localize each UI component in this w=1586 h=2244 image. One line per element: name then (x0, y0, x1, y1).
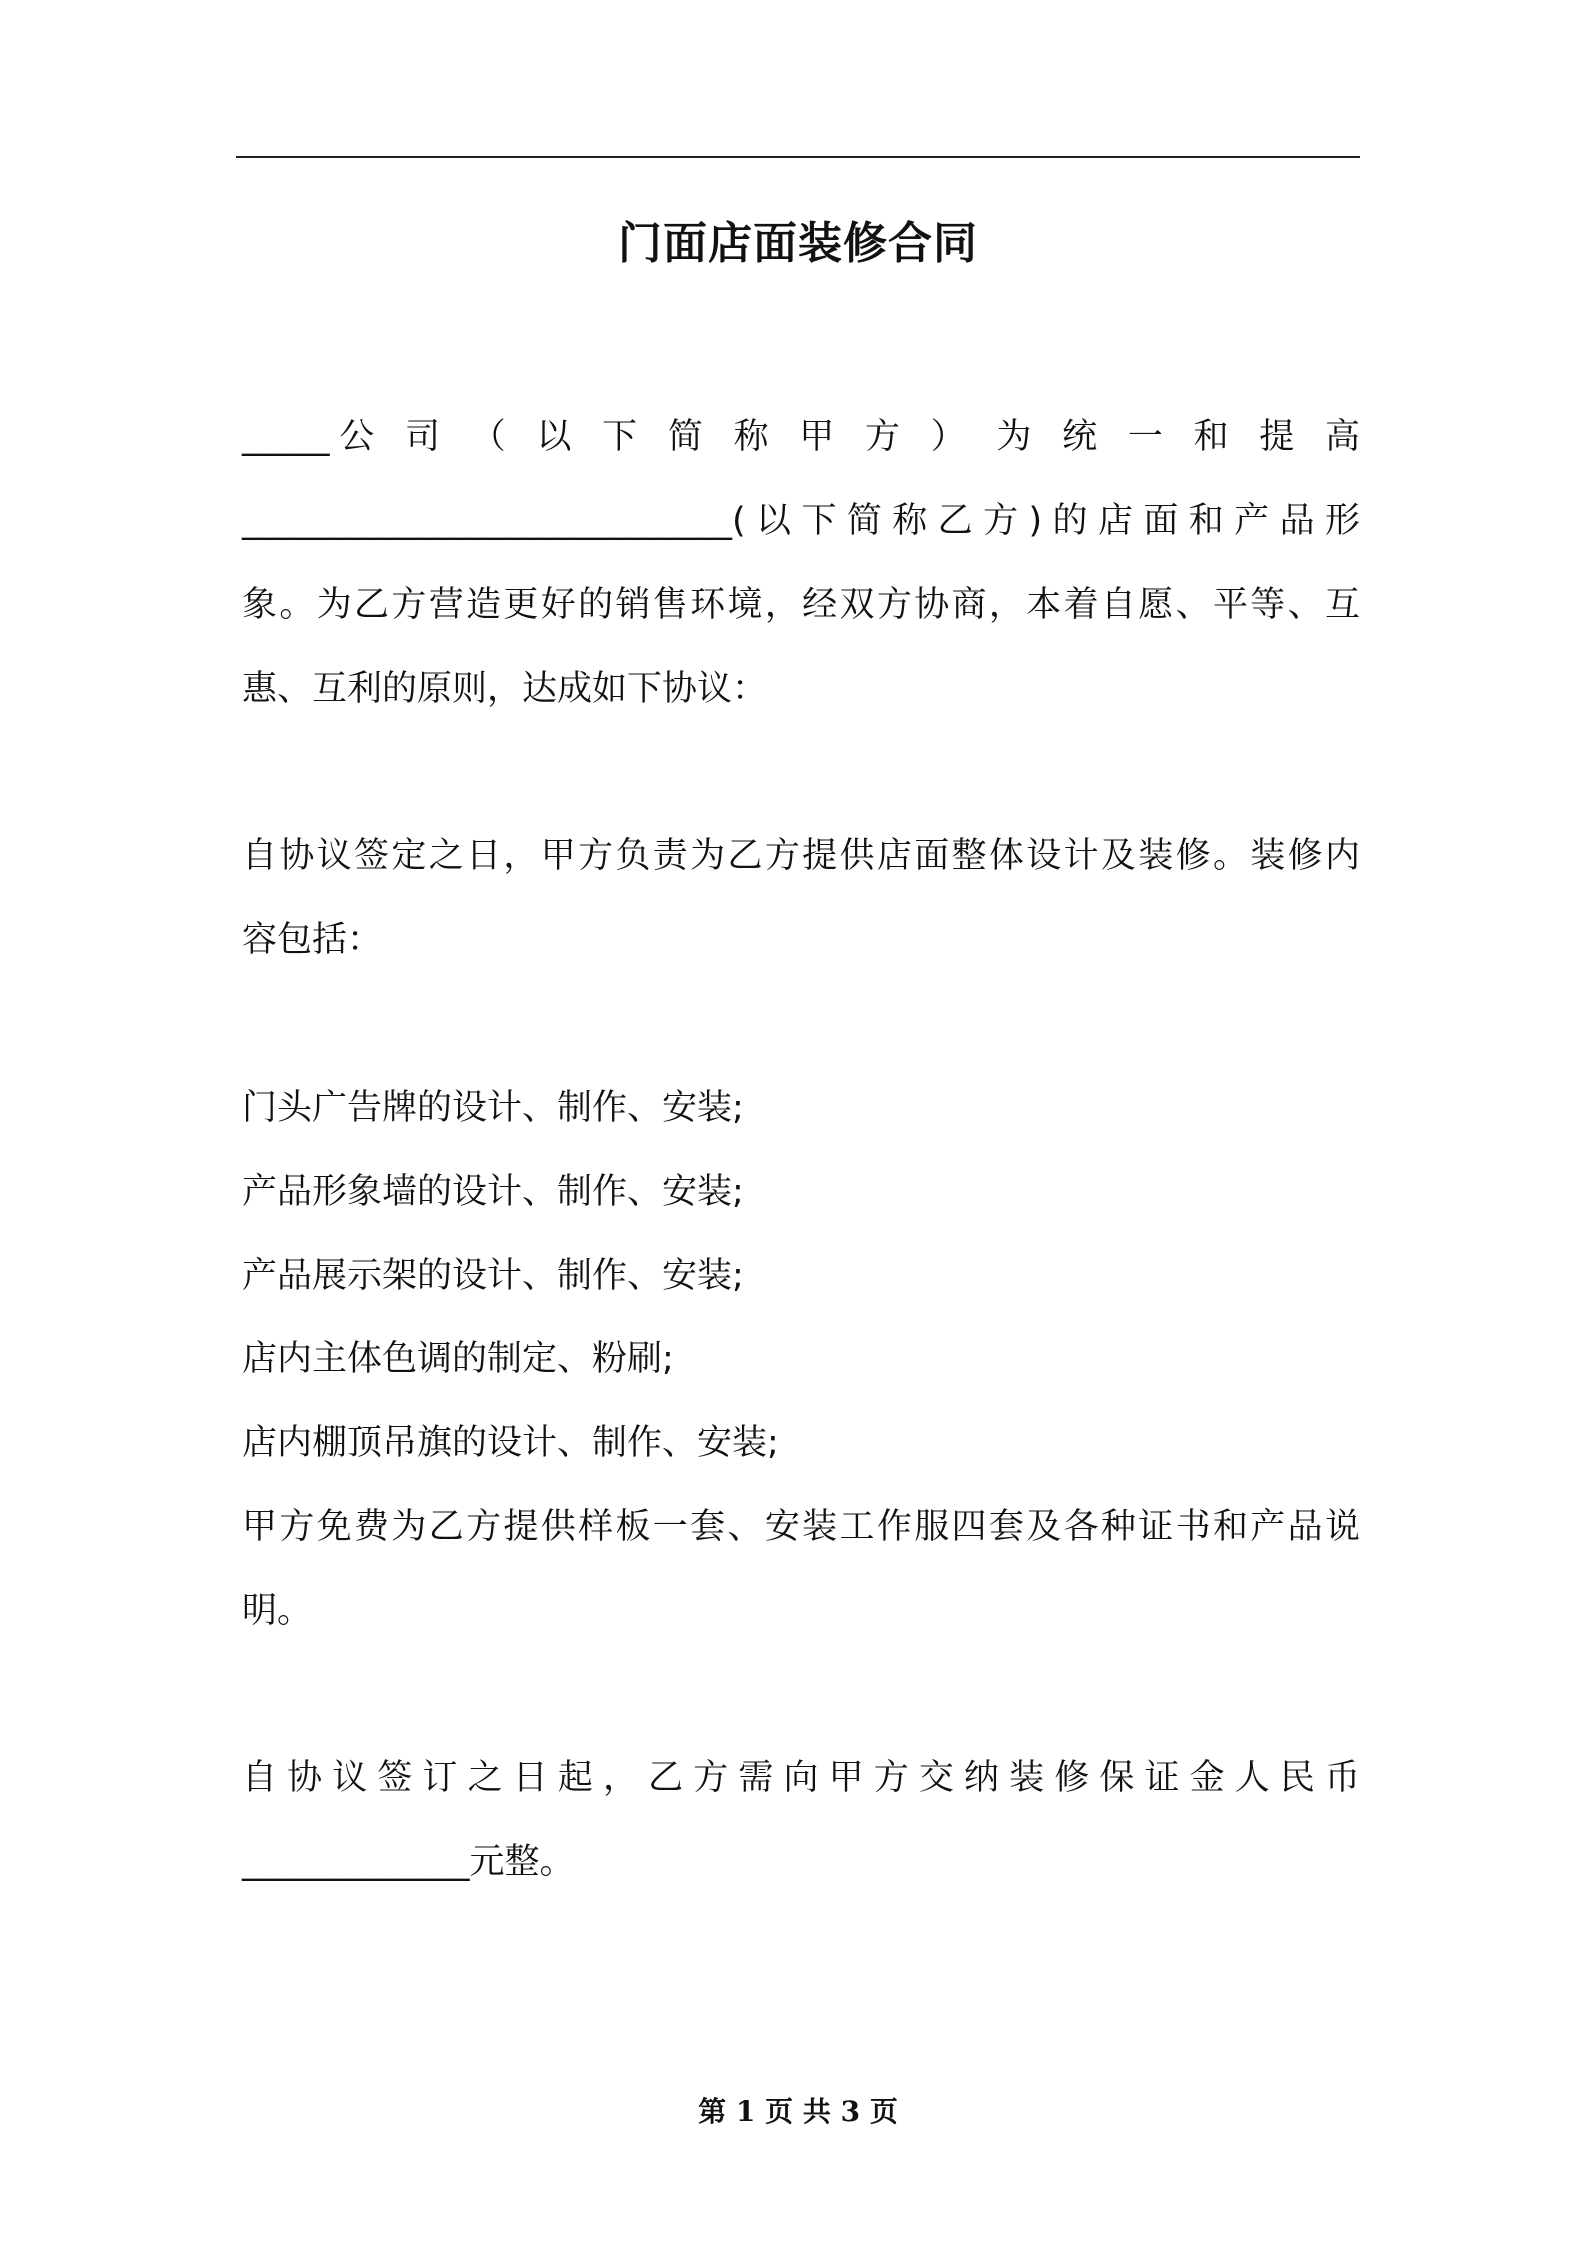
paragraph-1-line-3: 象。为乙方营造更好的销售环境，经双方协商，本着自愿、平等、互 (242, 585, 1360, 625)
list-item-free-samples-line-2: 明。 (242, 1591, 313, 1631)
paragraph-3-line-2: _____________元整。 (242, 1842, 575, 1882)
list-item-color-paint: 店内主体色调的制定、粉刷; (242, 1339, 674, 1379)
list-item-ceiling-flags: 店内棚顶吊旗的设计、制作、安装; (242, 1423, 779, 1463)
list-item-display-rack: 产品展示架的设计、制作、安装; (242, 1256, 744, 1296)
paragraph-2-line-2: 容包括： (242, 920, 383, 960)
document-title: 门面店面装修合同 (618, 218, 978, 269)
list-item-image-wall: 产品形象墙的设计、制作、安装; (242, 1172, 744, 1212)
list-item-signboard: 门头广告牌的设计、制作、安装; (242, 1088, 744, 1128)
list-item-free-samples-line-1: 甲方免费为乙方提供样板一套、安装工作服四套及各种证书和产品说 (242, 1507, 1360, 1547)
paragraph-2-line-1: 自协议签定之日，甲方负责为乙方提供店面整体设计及装修。装修内 (242, 836, 1360, 876)
paragraph-1-line-1: _____公 司 （ 以 下 简 称 甲 方 ） 为 统 一 和 提 高 (242, 417, 1360, 457)
paragraph-1-line-2: ____________________________(以下简称乙方)的店面和产品形 (242, 501, 1360, 541)
paragraph-1-line-4: 惠、互利的原则，达成如下协议： (242, 669, 768, 709)
page-number: 第 1 页 共 3 页 (698, 2095, 898, 2128)
header-rule (236, 156, 1360, 158)
paragraph-3-line-1: 自协议签订之日起，乙方需向甲方交纳装修保证金人民币 (242, 1758, 1360, 1798)
